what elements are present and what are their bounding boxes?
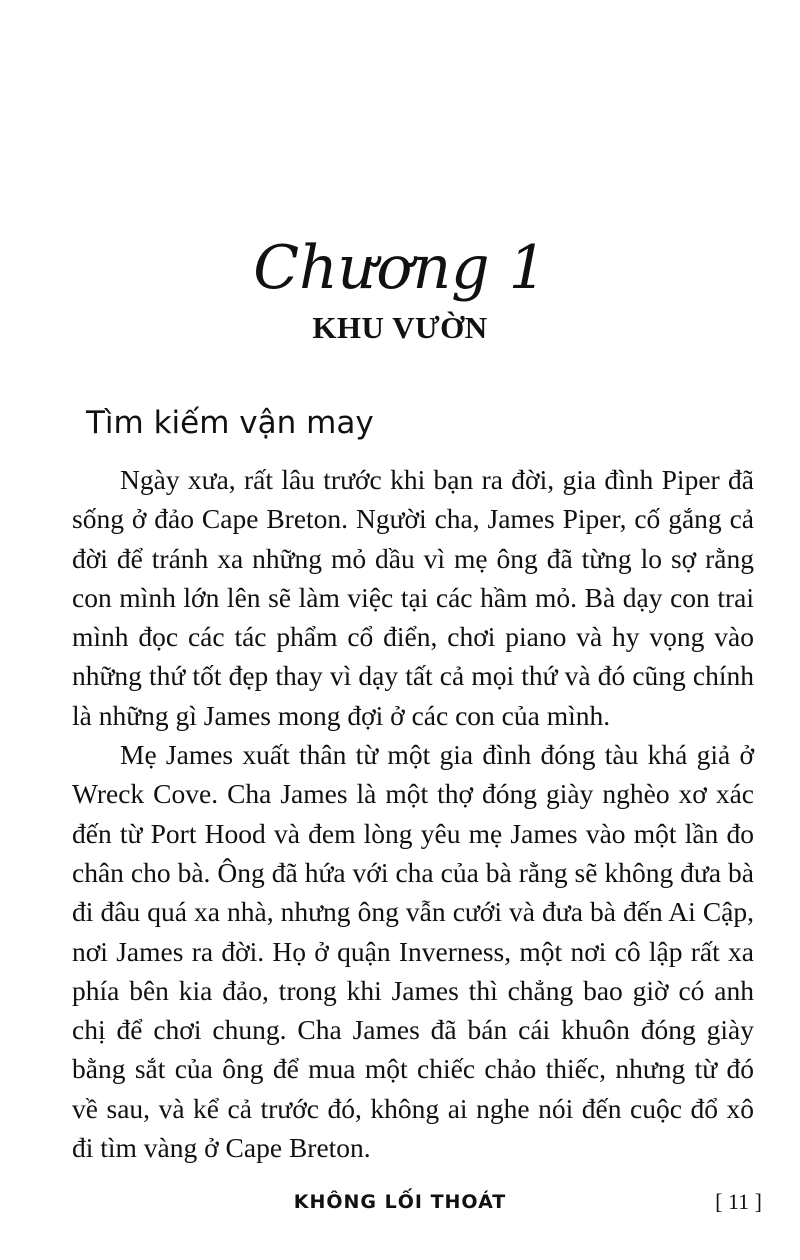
- chapter-number: Chương 1: [253, 233, 547, 303]
- page-number: [ 11 ]: [715, 1189, 762, 1214]
- body-text: [72, 460, 754, 1167]
- paragraph-1: Ngày xưa, rất lâu trước khi bạn ra đời, gia đình Piper đã sống ở đảo Cape Breton. Người cha, James Piper, cố gắng cả đời để tránh xa những mỏ dầu vì mẹ ông đã từng lo sợ rằng con mình lớn lên sẽ làm việc tại các hầm mỏ. Bà dạy con trai mình đọc các tác phẩm cổ điển, chơi piano và hy vọng vào những thứ tốt đẹp thay vì dạy tất cả mọi thứ và đó cũng chính là những gì James mong đợi ở các con của mình.: [72, 464, 754, 731]
- section-heading: Tìm kiếm vận may: [86, 405, 374, 441]
- footer-book-title: KHÔNG LỐI THOÁT: [293, 1191, 507, 1213]
- paragraph-2: Mẹ James xuất thân từ một gia đình đóng tàu khá giả ở Wreck Cove. Cha James là một thợ đóng giày nghèo xơ xác đến từ Port Hood và đem lòng yêu mẹ James vào một lần đo chân cho bà. Ông đã hứa với cha của bà rằng sẽ không đưa bà đi đâu quá xa nhà, nhưng ông vẫn cưới và đưa bà đến Ai Cập, nơi James ra đời. Họ ở quận Inverness, một nơi cô lập rất xa phía bên kia đảo, trong khi James thì chẳng bao giờ có anh chị để chơi chung. Cha James đã bán cái khuôn đóng giày bằng sắt của ông để mua một chiếc chảo thiếc, nhưng từ đó về sau, và kể cả trước đó, không ai nghe nói đến cuộc đổ xô đi tìm vàng ở Cape Breton.: [72, 739, 754, 1164]
- chapter-title: KHU VƯỜN: [312, 310, 488, 345]
